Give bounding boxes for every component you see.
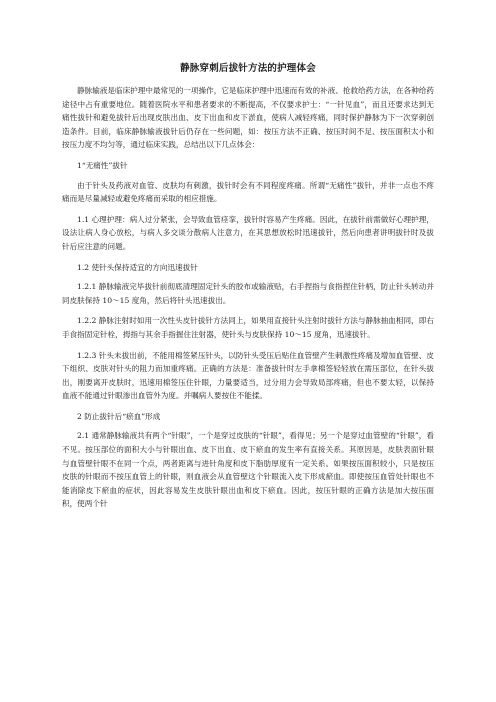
section-heading-1-2: 1.2 使针头保持适宜的方向迅速拔针 [77, 262, 198, 272]
document-title: 静脉穿刺后拔针方法的护理体会 [180, 63, 316, 74]
section-1-2-1-paragraph: 1.2.1 静脉输液完毕拔针前彻底清理固定针头的胶布或输液贴，右手捏指与食指捏住针柄，防止针头转动并同皮肤保持 10～15 度角，然后将针头迅速拔出。 [62, 282, 434, 305]
section-2-1-paragraph: 2.1 通常静脉输液共有两个“针眼”，一个是穿过皮肤的“针眼”，看得见；另一个是穿过血管壁的“针眼”，看不见。按压部位的面积大小与针眼出血、皮下出血、皮下瘀血的发生率有直接关系。其原因是，皮肤表面针眼与血管壁针眼不在同一个点，两者距离与进针角度和皮下脂肪厚度有一定关系。如果按压面积较小，只是按压皮肤的针眼而不按压血管上的针眼，则血液会从血管壁这个针眼流入皮下形成瘀血。即使按压血管处针眼也不能消除皮下瘀血的症状，因此容易发生皮肤针眼出血和皮下瘀血。因此，按压针眼的正确方法是加大按压面积，使两个针 [62, 431, 434, 509]
section-heading-2: 2 防止拔针后“瘀血”形成 [77, 411, 161, 421]
section-1-2-3-paragraph: 1.2.3 针头未拔出前，不能用棉签紧压针头，以防针头受压后贴住血管壁产生刺激性疼痛及增加血管壁、皮下组织、皮肤对针头的阻力而加重疼痛。正确的方法是：准备拔针时左手拿棉签轻轻放在需压部位，在针头拔出，刚要离开皮肤时，迅速用棉签压住针眼，力量要适当，过分用力会导致局部疼痛，但也不要太轻，以保持血液不能通过针眼渗出血管外为度。并嘱病人要按住不能揉。 [62, 350, 434, 401]
document-page [62, 60, 434, 518]
section-heading-1: 1“无痛性”拔针 [77, 160, 128, 170]
section-1-2-2-paragraph: 1.2.2 静脉注射时如用一次性头皮针拔针方法同上，如果用直接针头注射时拔针方法与静脉抽血相同，即右手食指固定针栓，拇指与其余手指握住注射器，使针头与皮肤保持 10～15 度角，迅速拔针。 [62, 316, 434, 339]
section-1-paragraph: 由于针头及药液对血管、皮肤均有刺激，拔针时会有不同程度疼痛。所谓“无痛性”拔针，并非一点也不疼痛而是尽量减轻或避免疼痛而采取的相应措施。 [62, 180, 434, 204]
intro-paragraph: 静脉输液是临床护理中最常见的一项操作，它是临床护理中迅速而有效的补液、抢救给药方法，在各种给药途径中占有重要地位。随着医院水平和患者要求的不断提高，不仅要求护士：“一针见血”，而且还要求达到无痛性拔针和避免拔针后出现皮肤出血、皮下出血和皮下淤血，使病人减轻疼痛，同时保护静脉为下一次穿刺创造条件。目前，临床静脉输液拔针后仍存在一些问题，如：按压方法不正确、按压时间不足、按压面积太小和按压力度不均匀等，通过临床实践，总结出以下几点体会： [62, 86, 434, 150]
section-1-1-paragraph: 1.1 心理护理：病人过分紧张，会导致血管痉挛，拔针时容易产生疼痛。因此，在拔针前需做好心理护理，设法让病人身心放松，与病人多交谈分散病人注意力，在其思想放松时迅速拔针，然后向患者讲明拔针时及拔针后应注意的问题。 [62, 214, 434, 251]
